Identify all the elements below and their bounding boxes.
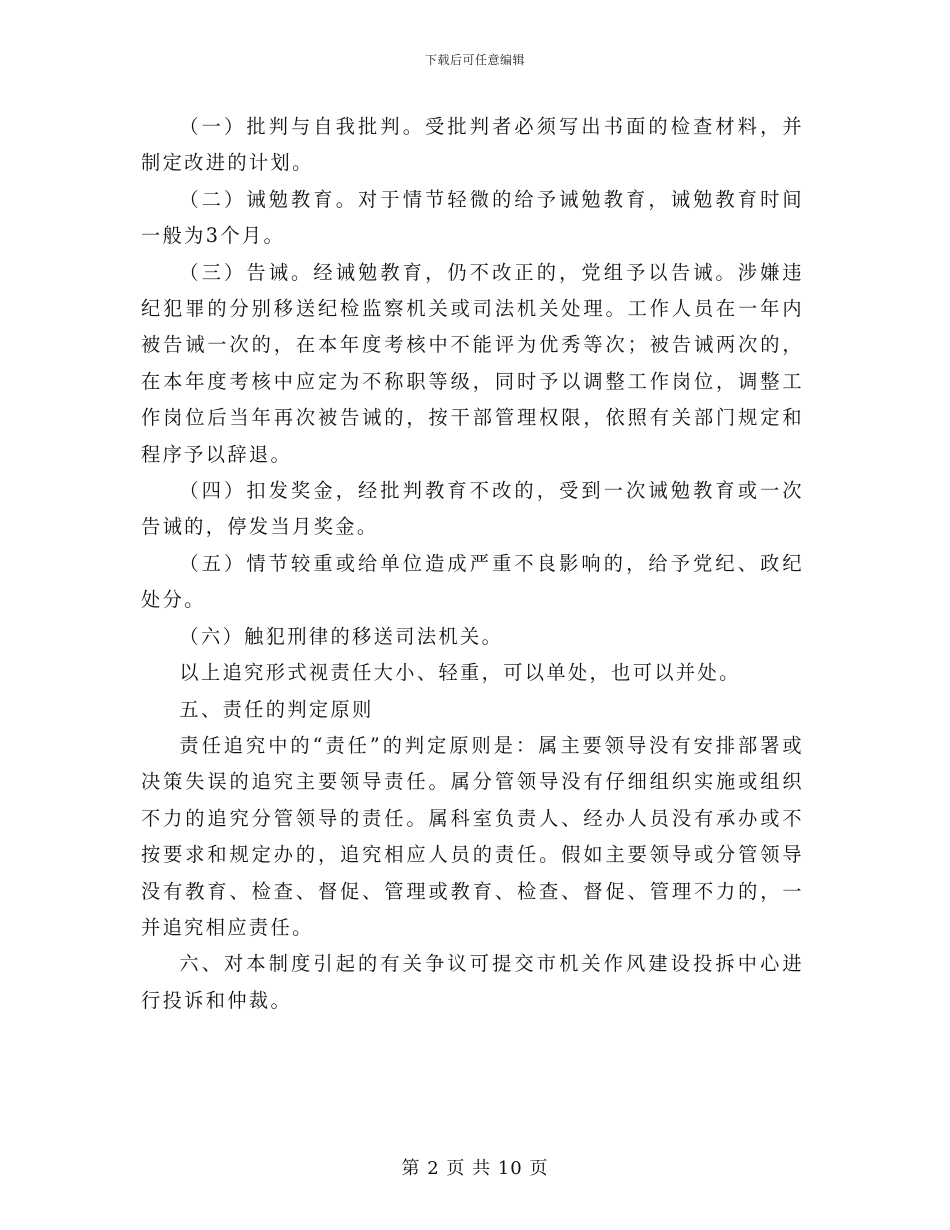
section-heading-responsibility-principles: 五、责任的判定原则 (179, 697, 374, 721)
paragraph-bonus-deduction: （四）扣发奖金，经批判教育不改的，受到一次诫勉教育或一次告诫的，停发当月奖金。 (141, 479, 804, 539)
paragraph-criticism: （一）批判与自我批判。受批判者必须写出书面的检查材料，并制定改进的计划。 (141, 115, 804, 175)
paragraph-dispute-resolution: 六、对本制度引起的有关争议可提交市机关作风建设投拆中心进行投诉和仲裁。 (141, 952, 804, 1012)
page-header-note: 下载后可任意编辑 (424, 53, 525, 67)
paragraph-disciplinary-action: （五）情节较重或给单位造成严重不良影响的，给予党纪、政纪处分。 (141, 551, 804, 612)
paragraph-responsibility-principles: 责任追究中的“责任”的判定原则是：属主要领导没有安排部署或决策失误的追究主要领导责任。属分管领导没有仔细组织实施或组织不力的追究分管领导的责任。属科室负责人、经办人员没有承办或不按要求和规定办的，追究相应人员的责任。假如主要领导或分管领导没有教育、检查、督促、管理或教育、检查、督促、管理不力的，一并追究相应责任。 (141, 733, 804, 939)
paragraph-combined-penalties: 以上追究形式视责任大小、轻重，可以单处，也可以并处。 (179, 661, 741, 685)
paragraph-warning: （三）告诫。经诫勉教育，仍不改正的，党组予以告诫。涉嫌违纪犯罪的分别移送纪检监察机关或司法机关处理。工作人员在一年内被告诫一次的，在本年度考核中不能评为优秀等次；被告诫两次的，在本年度考核中应定为不称职等级，同时予以调整工作岗位，调整工作岗位后当年再次被告诫的，按干部管理权限，依照有关部门规定和程序予以辞退。 (141, 260, 804, 466)
page-number-footer: 第 2 页 共 10 页 (401, 1158, 549, 1179)
document-body (141, 109, 804, 1019)
paragraph-judicial-referral: （六）触犯刑律的移送司法机关。 (179, 624, 504, 648)
paragraph-admonition-education: （二）诫勉教育。对于情节轻微的给予诫勉教育，诫勉教育时间一般为3个月。 (141, 187, 804, 248)
